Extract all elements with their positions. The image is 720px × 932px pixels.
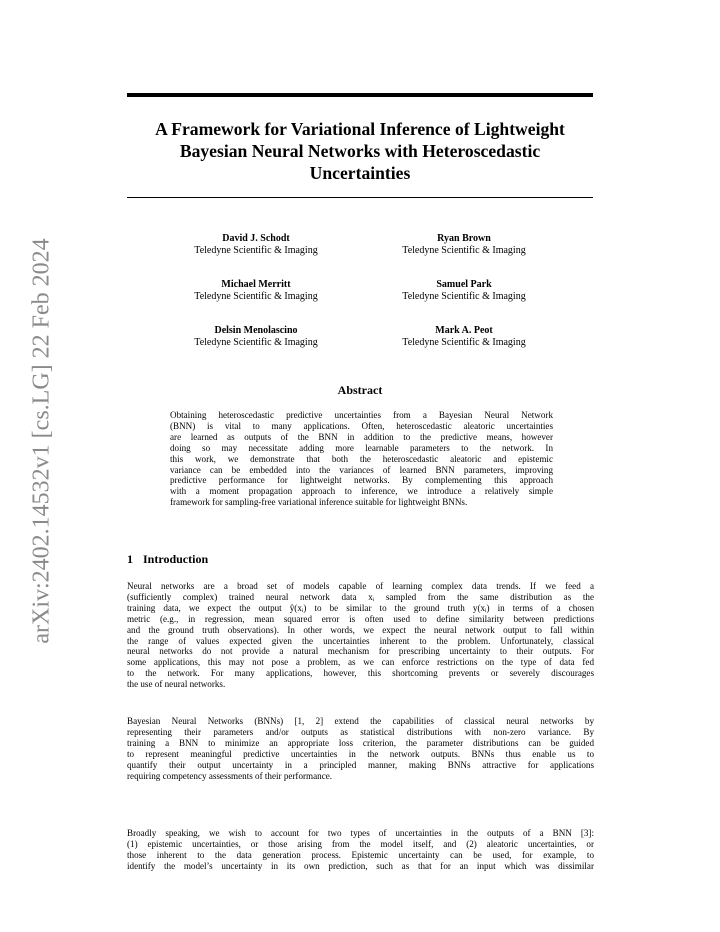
paragraph-line: identify the model’s uncertainty in its own prediction, such as that for an input which was dissimilar xyxy=(127,860,594,871)
author-name: Michael Merritt xyxy=(221,279,291,290)
paragraph-line: (1) epistemic uncertainties, or those arising from the model itself, and (2) aleatoric uncertainties, or xyxy=(127,838,594,849)
paragraph-line: Neural networks are a broad set of models capable of learning complex data trends. If we feed a xyxy=(127,581,594,591)
title-line: A Framework for Variational Inference of Lightweight xyxy=(155,119,565,139)
author-name: Mark A. Peot xyxy=(435,325,493,336)
paragraph-line: requiring competency assessments of their performance. xyxy=(127,770,333,781)
paragraph-line: Broadly speaking, we wish to account for two types of uncertainties in the outputs of a BNN [3]: xyxy=(127,828,594,838)
abstract-line: doing so may necessitate adding more learnable parameters to the network. In xyxy=(170,442,553,453)
paragraph-line: Bayesian Neural Networks (BNNs) [1, 2] extend the capabilities of classical neural networks by xyxy=(127,716,594,726)
paragraph-line: training a BNN to minimize an appropriate loss criterion, the parameter distributions can be guided xyxy=(127,737,594,748)
intro-paragraph-1 xyxy=(127,581,594,690)
paragraph-line: representing their parameters and/or outputs as statistical distributions with non-zero variance. By xyxy=(127,726,594,737)
paragraph-line: to represent meaningful predictive uncertainties in the network outputs. BNNs thus enable us to xyxy=(127,748,594,759)
author-name: Ryan Brown xyxy=(437,233,491,244)
title-line: Uncertainties xyxy=(309,163,411,183)
abstract-line: (BNN) is vital to many applications. Often, heteroscedastic aleatoric uncertainties xyxy=(170,420,553,431)
section-heading xyxy=(127,552,208,567)
paragraph-line: the use of neural networks. xyxy=(127,679,226,690)
author-affiliation: Teledyne Scientific & Imaging xyxy=(402,337,526,348)
section-title: Introduction xyxy=(143,552,209,566)
paragraph-line: those inherent to the data generation process. Epistemic uncertainty can be used, for example, to xyxy=(127,849,594,860)
abstract-line: with a moment propagation approach to inference, we introduce a relatively simple xyxy=(170,486,553,497)
intro-paragraph-2 xyxy=(127,716,594,781)
author-affiliation: Teledyne Scientific & Imaging xyxy=(402,245,526,256)
author-block xyxy=(146,279,366,303)
abstract-body xyxy=(170,410,553,508)
paragraph-line: quantify their output uncertainty in a principled manner, making BNNs attractive for applications xyxy=(127,759,594,770)
author-affiliation: Teledyne Scientific & Imaging xyxy=(402,291,526,302)
author-name: Samuel Park xyxy=(436,279,492,290)
author-name: Delsin Menolascino xyxy=(214,325,298,336)
section-number: 1 xyxy=(127,552,133,566)
abstract-line: this work, we demonstrate that both the heteroscedastic aleatoric and epistemic xyxy=(170,453,553,464)
arxiv-identifier: arXiv:2402.14532v1 [cs.LG] 22 Feb 2024 xyxy=(28,238,55,644)
title-top-rule xyxy=(127,93,593,97)
paragraph-line: the range of values expected given the uncertainties inherent to the problem. Unfortunately, classical xyxy=(127,635,594,646)
paper-title xyxy=(110,118,610,184)
author-affiliation: Teledyne Scientific & Imaging xyxy=(194,245,318,256)
intro-paragraph-3 xyxy=(127,828,594,872)
abstract-line: variance can be embedded into the variances of learned BNN parameters, improving xyxy=(170,464,553,475)
paragraph-line: some applications, this may not pose a problem, as we can enforce restrictions on the type of data fed xyxy=(127,657,594,668)
abstract-line: framework for sampling-free variational inference suitable for lightweight BNNs. xyxy=(170,497,468,508)
paragraph-line: metric (e.g., in regression, mean squared error is often used to define similarity between predictions xyxy=(127,613,594,624)
author-block xyxy=(146,233,366,257)
abstract-line: are learned as outputs of the BNN in addition to the predictive means, however xyxy=(170,431,553,442)
author-affiliation: Teledyne Scientific & Imaging xyxy=(194,337,318,348)
paragraph-line: and the ground truth observations). In other words, we expect the neural network output to fall within xyxy=(127,624,594,635)
author-affiliation: Teledyne Scientific & Imaging xyxy=(194,291,318,302)
abstract-line: Obtaining heteroscedastic predictive uncertainties from a Bayesian Neural Network xyxy=(170,410,553,420)
author-name: David J. Schodt xyxy=(222,233,290,244)
abstract-line: predictive performance for lightweight networks. By complementing this approach xyxy=(170,475,553,486)
author-block xyxy=(354,325,574,349)
title-line: Bayesian Neural Networks with Heteroscedastic xyxy=(179,141,541,161)
abstract-heading: Abstract xyxy=(337,383,383,397)
author-block xyxy=(354,279,574,303)
paragraph-line: (sufficiently complex) trained neural network data xᵢ sampled from the same distribution as the xyxy=(127,591,594,602)
paragraph-line: neural networks do not provide a natural mechanism for prescribing uncertainty to their outputs. For xyxy=(127,646,594,657)
title-bottom-rule xyxy=(127,197,593,198)
paragraph-line: training data, we expect the output ŷ(xᵢ) to be similar to the ground truth y(xᵢ) in terms of a chosen xyxy=(127,602,594,613)
author-block xyxy=(354,233,574,257)
author-block xyxy=(146,325,366,349)
paragraph-line: to the network. For many applications, however, this shortcoming prevents or severely discourages xyxy=(127,668,594,679)
